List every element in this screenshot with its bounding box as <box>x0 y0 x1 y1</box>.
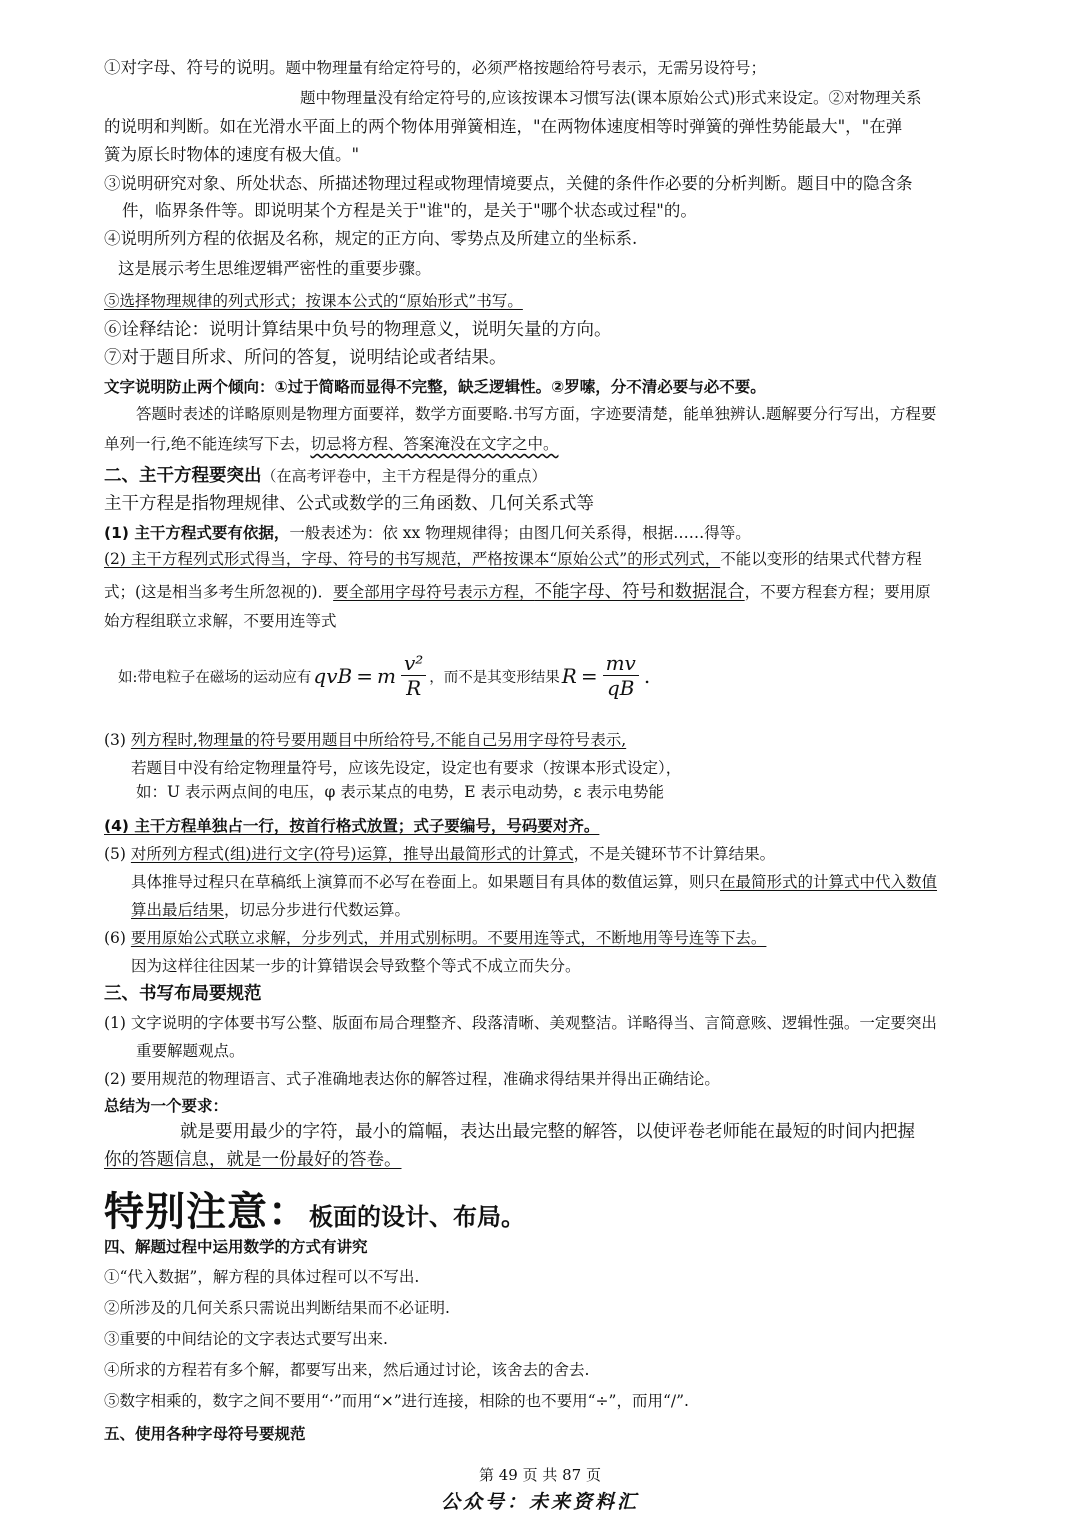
rule-3-continued: 若题目中没有给定物理量符号，应该先设定，设定也有要求（按课本形式设定）， <box>131 759 682 777</box>
math-rule-1: ①“代入数据”，解方程的具体过程可以不写出. <box>104 1268 420 1286</box>
item-1: ①对字母、符号的说明。题中物理量有给定符号的，必须严格按题给符号表示，无需另设符号； <box>104 58 767 77</box>
section-2-heading: 二、主干方程要突出（在高考评卷中，主干方程是得分的重点） <box>104 466 547 486</box>
section-4-heading: 四、解题过程中运用数学的方式有讲究 <box>104 1238 368 1256</box>
item-1-continued: 题中物理量没有给定符号的,应该按课本习惯写法(课本原始公式)形式来设定。②对物理关系 <box>300 89 922 107</box>
fraction-mv-over-qb: $\frac{mv}{qB}$ <box>603 652 639 700</box>
item-4-note: 这是展示考生思维逻辑严密性的重要步骤。 <box>118 259 432 278</box>
section-2-definition: 主干方程是指物理规律、公式或数学的三角函数、几何关系式等 <box>104 494 594 514</box>
summary-text-end: 你的答题信息，就是一份最好的答卷。 <box>104 1150 402 1170</box>
summary-label: 总结为一个要求： <box>104 1097 229 1115</box>
fraction-v2-over-r: $\frac{\text{v²}}{R}$ <box>401 652 426 700</box>
two-tendencies: 文字说明防止两个倾向：①过于简略而显得不完整，缺乏逻辑性。②罗嗦，分不清必要与必不要。 <box>104 378 766 396</box>
item-2-line-end: 簧为原长时物体的速度有极大值。" <box>104 145 360 164</box>
math-rule-2: ②所涉及的几何关系只需说出判断结果而不必证明. <box>104 1299 450 1317</box>
rule-2-end: 始方程组联立求解，不要用连等式 <box>104 612 337 630</box>
item-2-line: 的说明和判断。如在光滑水平面上的两个物体用弹簧相连，"在两物体速度相等时弹簧的弹性势能最大"，"在弹 <box>104 117 903 136</box>
rule-5: (5) 对所列方程式(组)进行文字(符号)运算，推导出最简形式的计算式，不是关键环节不计算结果。 <box>104 845 776 863</box>
rule-5-continued: 具体推导过程只在草稿纸上演算而不必写在卷面上。如果题目有具体的数值运算，则只在最简形式的计算式中代入数值 <box>131 873 938 891</box>
rule-2: (2) 主干方程列式形式得当，字母、符号的书写规范，严格按课本“原始公式”的形式列式，不能以变形的结果式代替方程 <box>104 550 922 568</box>
layout-rule-1-end: 重要解题观点。 <box>136 1042 245 1060</box>
source-label: 公众号：未来资料汇 <box>440 1491 639 1513</box>
math-rule-5: ⑤数字相乘的，数字之间不要用“·”而用“×”进行连接，相除的也不要用“÷”，而用“/”. <box>104 1392 689 1410</box>
item-3: ③说明研究对象、所处状态、所描述物理过程或物理情境要点，关健的条件作必要的分析判断。题目中的隐含条 <box>104 174 913 193</box>
symbol-examples: 如：U 表示两点间的电压，φ 表示某点的电势，E 表示电动势，ε 表示电势能 <box>136 783 664 801</box>
item-7: ⑦对于题目所求、所问的答复，说明结论或者结果。 <box>104 348 507 368</box>
math-rule-3: ③重要的中间结论的文字表达式要写出来. <box>104 1330 388 1348</box>
rule-2-continued: 式；(这是相当多考生所忽视的)．要全部用字母符号表示方程，不能字母、符号和数据混合，不要方程套方程；要用原 <box>104 582 931 602</box>
math-rule-4: ④所求的方程若有多个解，都要写出来，然后通过讨论，该舍去的舍去. <box>104 1361 590 1379</box>
detail-principle-end: 单列一行,绝不能连续写下去，切忌将方程、答案淹没在文字之中。 <box>104 435 559 453</box>
rule-5-end: 算出最后结果，切忌分步进行代数运算。 <box>131 901 411 919</box>
summary-text: 就是要用最少的字符，最小的篇幅，表达出最完整的解答，以使评卷老师能在最短的时间内把握 <box>180 1122 915 1142</box>
layout-rule-2: (2) 要用规范的物理语言、式子准确地表达你的解答过程，准确求得结果并得出正确结论。 <box>104 1070 720 1088</box>
page-number: 第 49 页 共 87 页 <box>478 1466 601 1484</box>
rule-4: (4) 主干方程单独占一行，按首行格式放置；式子要编号，号码要对齐。 <box>104 817 600 835</box>
rule-6: (6) 要用原始公式联立求解，分步列式，并用式别标明。不要用连等式，不断地用等号连等下去。 <box>104 929 767 947</box>
item-5: ⑤选择物理规律的列式形式；按课本公式的“原始形式”书写。 <box>104 292 523 310</box>
layout-rule-1: (1) 文字说明的字体要书写公整、版面布局合理整齐、段落清晰、美观整洁。详略得当、言简意赅、逻辑性强。一定要突出 <box>104 1014 937 1032</box>
item-6: ⑥诠释结论：说明计算结果中负号的物理意义，说明矢量的方向。 <box>104 320 612 340</box>
section-5-heading: 五、使用各种字母符号要规范 <box>104 1425 306 1443</box>
rule-1: (1) 主干方程式要有依据，一般表述为：依 xx 物理规律得；由图几何关系得，根据……得等。 <box>104 524 751 542</box>
item-4: ④说明所列方程的依据及名称，规定的正方向、零势点及所建立的坐标系. <box>104 229 638 248</box>
rule-3: (3) 列方程时,物理量的符号要用题目中所给符号,不能自己另用字母符号表示, <box>104 731 627 749</box>
section-3-heading: 三、书写布局要规范 <box>104 984 262 1004</box>
special-note: 特别注意：板面的设计、布局。 <box>104 1189 525 1235</box>
rule-6-note: 因为这样往往因某一步的计算错误会导致整个等式不成立而失分。 <box>131 957 581 975</box>
item-3-continued: 件，临界条件等。即说明某个方程是关于"谁"的，是关于"哪个状态或过程"的。 <box>122 201 697 220</box>
detail-principle: 答题时表述的详略原则是物理方面要祥，数学方面要略.书写方面，字迹要清楚，能单独辨认.题解要分行写出，方程要 <box>136 405 937 423</box>
magnetic-field-formula: 如:带电粒子在磁场的运动应有 qvB = m $\frac{\text{v²}}{R}$ ，而不是其变形结果 R = $\frac{mv}{qB}$ . <box>118 651 651 700</box>
